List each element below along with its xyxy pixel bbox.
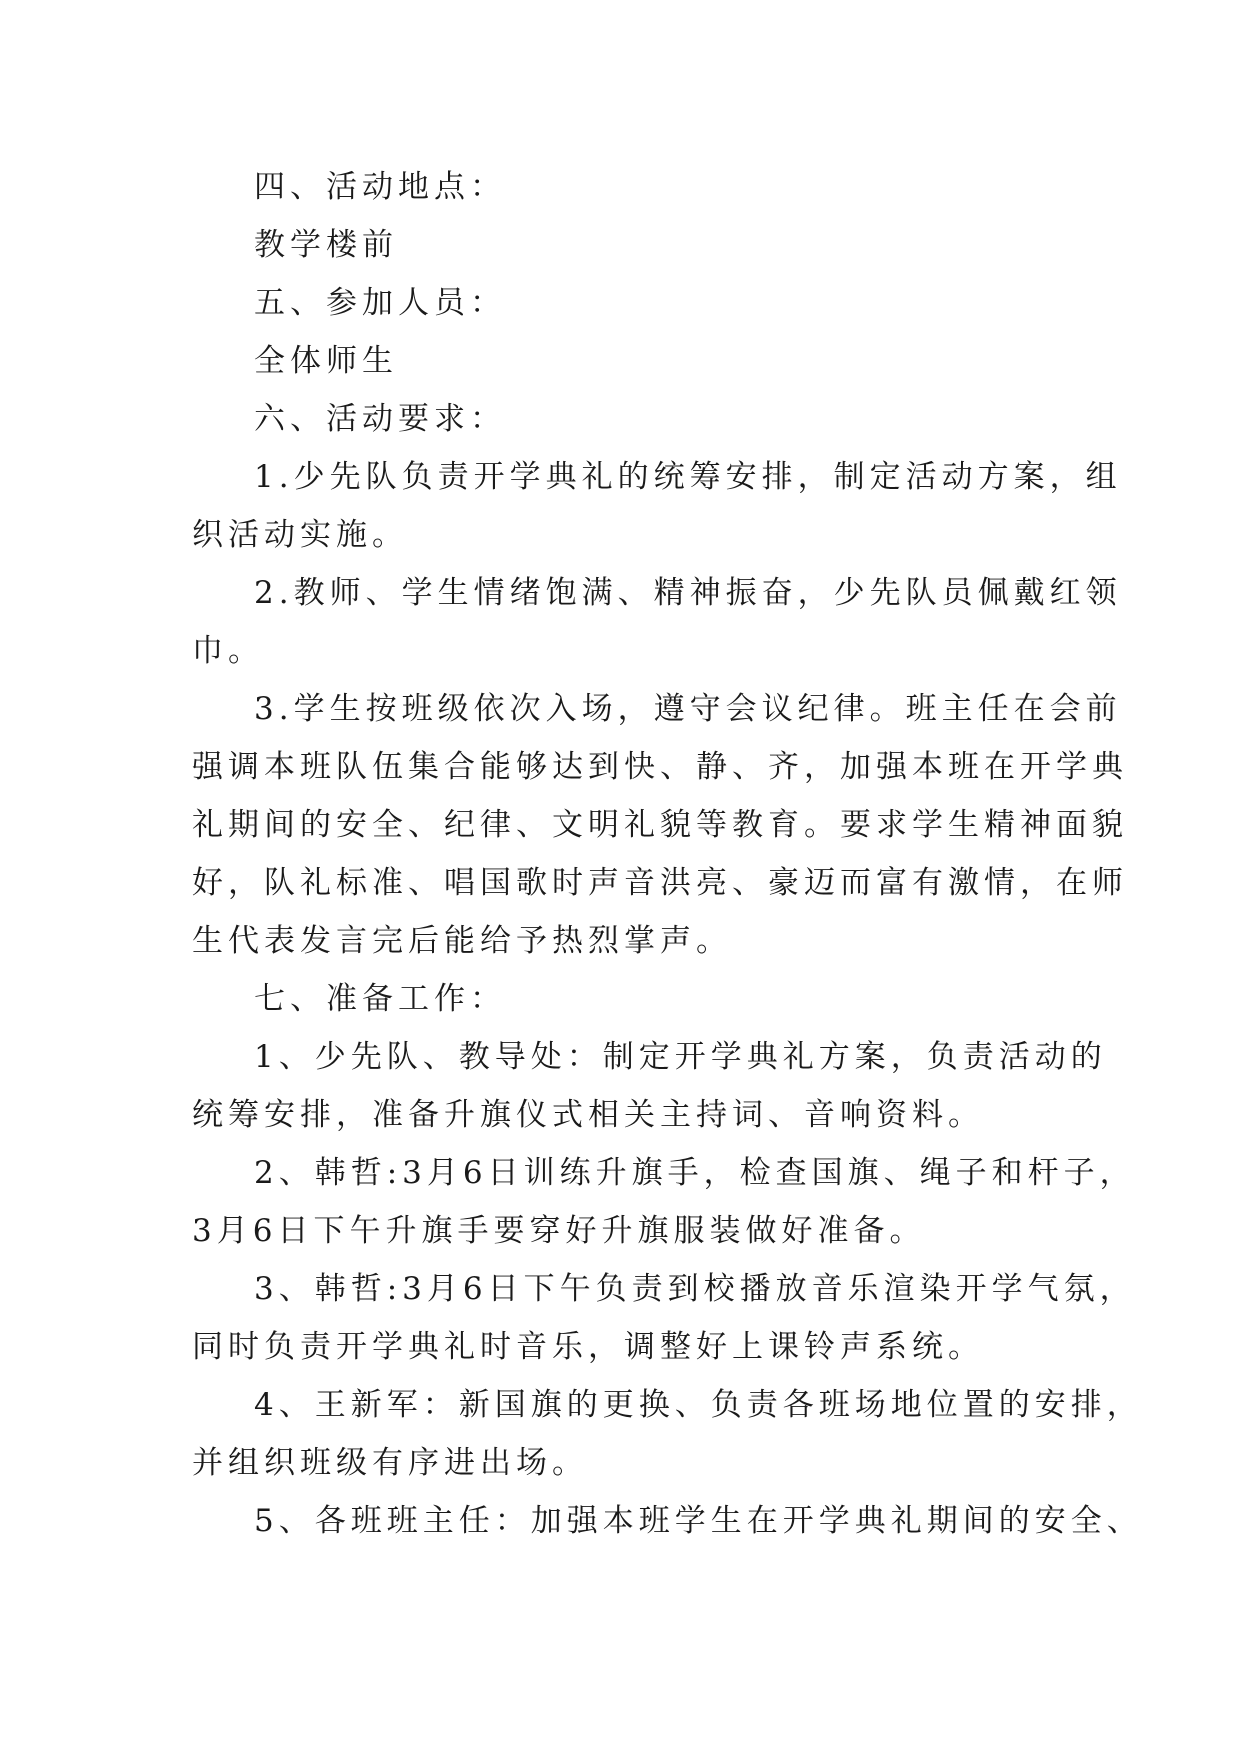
paragraph-line: 同时负责开学典礼时音乐，调整好上课铃声系统。 [192,1329,984,1365]
paragraph-line: 巾。 [192,633,264,669]
paragraph-line: 全体师生 [254,343,398,379]
paragraph-line: 2.教师、学生情绪饱满、精神振奋，少先队员佩戴红领 [254,575,1122,611]
paragraph-line: 礼期间的安全、纪律、文明礼貌等教育。要求学生精神面貌 [192,807,1128,843]
document-page [192,158,1143,1550]
paragraph-line: 1、少先队、教导处：制定开学典礼方案，负责活动的 [254,1039,1107,1075]
paragraph-line: 2、韩哲:3月6日训练升旗手，检查国旗、绳子和杆子， [254,1155,1136,1191]
paragraph-line: 统筹安排，准备升旗仪式相关主持词、音响资料。 [192,1097,984,1133]
paragraph-line: 4、王新军：新国旗的更换、负责各班场地位置的安排， [254,1387,1143,1423]
paragraph-line: 织活动实施。 [192,517,408,553]
paragraph-line: 1.少先队负责开学典礼的统筹安排，制定活动方案，组 [254,459,1122,495]
paragraph-line: 好，队礼标准、唱国歌时声音洪亮、豪迈而富有激情，在师 [192,865,1128,901]
section-heading-requirements: 六、活动要求： [254,401,506,437]
section-heading-location: 四、活动地点： [254,169,506,205]
paragraph-line: 强调本班队伍集合能够达到快、静、齐，加强本班在开学典 [192,749,1128,785]
paragraph-line: 3月6日下午升旗手要穿好升旗服装做好准备。 [192,1213,926,1249]
section-heading-preparation: 七、准备工作： [254,981,506,1017]
section-heading-participants: 五、参加人员： [254,285,506,321]
paragraph-line: 5、各班班主任：加强本班学生在开学典礼期间的安全、 [254,1503,1143,1539]
paragraph-line: 教学楼前 [254,227,398,263]
paragraph-line: 3.学生按班级依次入场，遵守会议纪律。班主任在会前 [254,691,1122,727]
paragraph-line: 生代表发言完后能给予热烈掌声。 [192,923,732,959]
paragraph-line: 并组织班级有序进出场。 [192,1445,588,1481]
paragraph-line: 3、韩哲:3月6日下午负责到校播放音乐渲染开学气氛， [254,1271,1136,1307]
